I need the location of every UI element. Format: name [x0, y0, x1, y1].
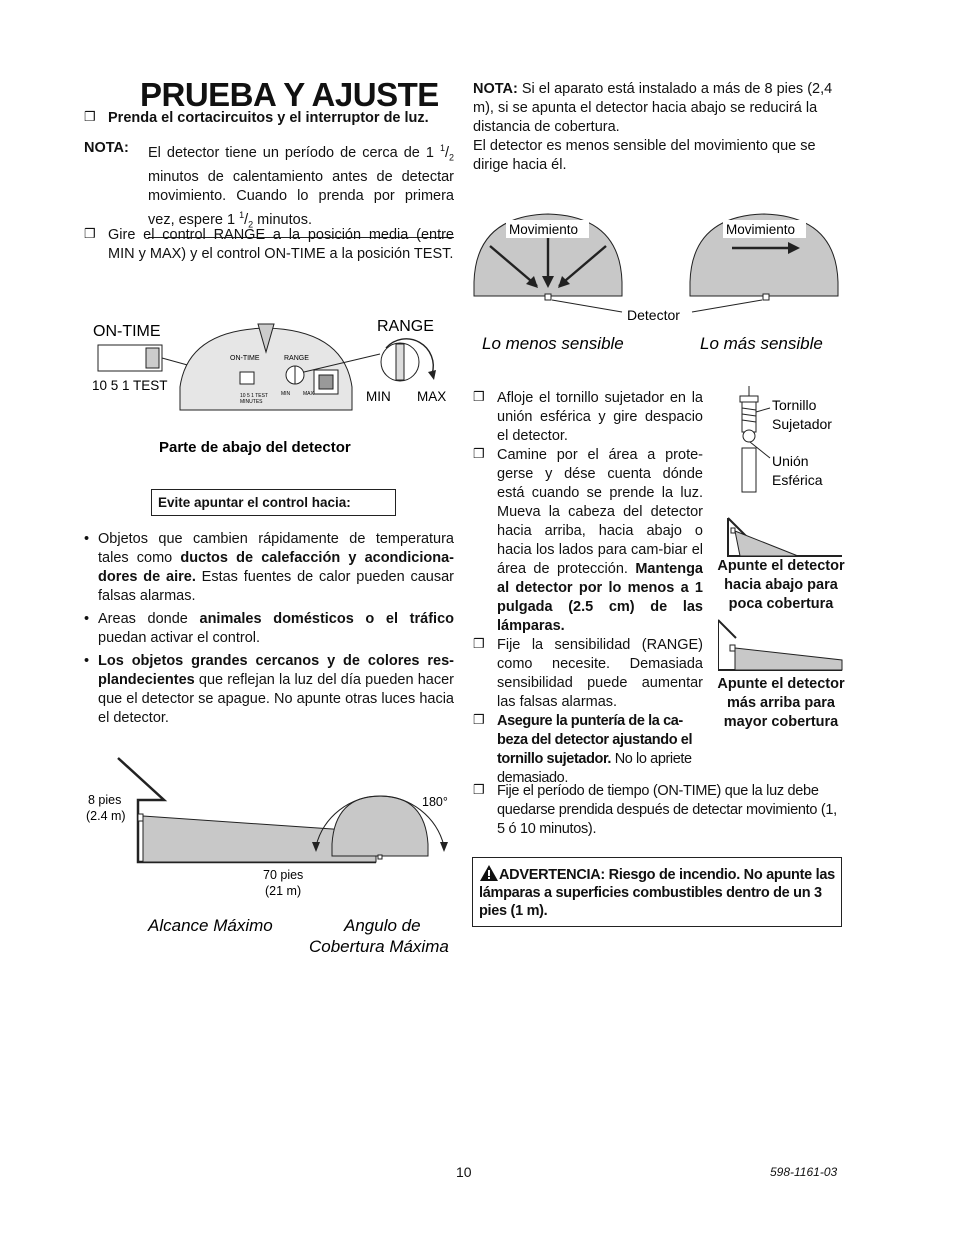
avoid-list [84, 530, 454, 728]
range-figure [80, 752, 470, 967]
height-b: (2.4 m) [86, 809, 126, 823]
list-item: ❒ Fije la sensibilidad (RANGE) como necesite. Demasiada sensibilidad puede aumentar las falsas alarmas. [473, 636, 703, 710]
detector-label: Detector [627, 307, 680, 323]
inner-minutes: MINUTES [240, 399, 263, 405]
angle-caption-a: Angulo de [344, 916, 421, 935]
inner-max: MAX [303, 391, 314, 397]
range-caption: Alcance Máximo [148, 916, 273, 935]
screw-label: Tornillo [772, 397, 817, 413]
list-item: ❒ Asegure la puntería de la ca-beza del detector ajustando el tornillo sujetador. No lo apriete demasiado. [473, 712, 693, 786]
sensitivity-note-text: El detector es menos sensible del movimiento que se dirige hacia él. [473, 138, 816, 173]
fastener-label: Sujetador [772, 416, 832, 432]
range-min-label: MIN [366, 389, 391, 404]
height-note-text: NOTA: Si el aparato está instalado a más de 8 pies (2,4 m), si se apunta el detector hacia abajo se reducirá la distancia de cobertura. [473, 81, 833, 135]
aim-up-caption: Apunte el detector más arriba para mayor cobertura [717, 676, 845, 730]
aim-down-caption: Apunte el detector hacia abajo para poca cobertura [717, 558, 845, 612]
height-a: 8 pies [88, 793, 122, 807]
more-sensitive-caption: Lo más sensible [700, 334, 823, 353]
warning-icon [479, 864, 499, 882]
step-range-text: Gire el control RANGE a la posición media (entre MIN y MAX) y el control ON-TIME a la posición TEST. [108, 227, 454, 262]
page-number: 10 [456, 1164, 472, 1180]
inner-on-time-label: ON-TIME [230, 355, 260, 362]
checkbox-icon: ❒ [84, 226, 96, 241]
list-item: • Objetos que cambien rápidamente de temperatura tales como ductos de calefacción y acondiciona-dores de aire. Estas fuentes de calor pueden causar falsas alarmas. [84, 531, 454, 604]
range-label: RANGE [377, 318, 434, 335]
movement-label-right: Movimiento [726, 222, 796, 237]
warning-text: ADVERTENCIA: Riesgo de incendio. No apunte las lámparas a superficies combustibles dentro de un 3 pies (1 m). [479, 867, 835, 919]
fire-warning-box [472, 857, 842, 927]
page-title: PRUEBA Y AJUSTE [140, 76, 439, 113]
checkbox-icon: ❒ [84, 109, 96, 124]
joint-label: Unión [772, 453, 809, 469]
screw-icon [740, 396, 758, 402]
height-note [473, 80, 841, 175]
motion-sensitivity-figure [470, 210, 842, 360]
movement-label-left: Movimiento [509, 222, 579, 237]
inner-min: MIN [281, 391, 291, 397]
detector-bottom-figure [88, 312, 458, 462]
inner-range-label: RANGE [284, 355, 309, 362]
angle-caption-b: Cobertura Máxima [309, 937, 449, 956]
spherical-label: Esférica [772, 472, 823, 488]
step-breaker-text: Prenda el cortacircuitos y el interruptor de luz. [108, 110, 429, 126]
dist-b: (21 m) [265, 884, 302, 898]
detector-caption: Parte de abajo del detector [159, 439, 351, 456]
on-time-label: ON-TIME [93, 323, 161, 340]
dist-a: 70 pies [263, 868, 304, 882]
step-breaker [84, 109, 454, 128]
inner-scale: 10 5 1 TEST [240, 393, 268, 399]
list-item: • Los objetos grandes cercanos y de colores res-plandecientes que reflejan la luz del día pueden hacer que el detector se apague. No apunte otras luces hacia el detector. [84, 653, 454, 726]
ball-joint-icon [743, 430, 755, 442]
angle-label: 180° [422, 795, 448, 809]
list-item: • Areas donde animales domésticos o el tráfico puedan activar el control. [84, 611, 454, 646]
on-time-scale: 10 5 1 TEST [92, 378, 168, 393]
document-number: 598-1161-03 [770, 1165, 838, 1179]
on-time-step: ❒ Fije el período de tiempo (ON-TIME) que la luz debe quedarse prendida después de detectar movimiento (1, 5 ó 10 minutos). [473, 782, 837, 837]
less-sensitive-caption: Lo menos sensible [482, 334, 624, 353]
mount-aim-figure [718, 386, 846, 676]
range-max-label: MAX [417, 389, 447, 404]
step-range [84, 226, 454, 264]
avoid-box: Evite apuntar el control hacia: [151, 489, 396, 516]
note-label: NOTA: [84, 140, 129, 156]
list-item: ❒ Camine por el área a prote-gerse y dése cuenta dónde está cuando se prende la luz. Mueva la cabeza del detector hacia arriba, hacia abajo o hacia los lados para cam-biar el área de protección. Mantenga al detector por lo menos a 1 pulgada (2.5 cm) de las lámparas. [473, 446, 703, 634]
warmup-note [84, 139, 454, 238]
note-text: El detector tiene un período de cerca de 1 $^1/_2$ minutos de calentamiento antes de detectar movimiento. Cuando lo prenda por primera vez, espere 1 $^1/_2$ minutos. [148, 139, 454, 238]
list-item: ❒ Afloje el tornillo sujetador en la unión esférica y gire despacio el detector. [473, 389, 703, 444]
aim-steps [473, 389, 703, 788]
